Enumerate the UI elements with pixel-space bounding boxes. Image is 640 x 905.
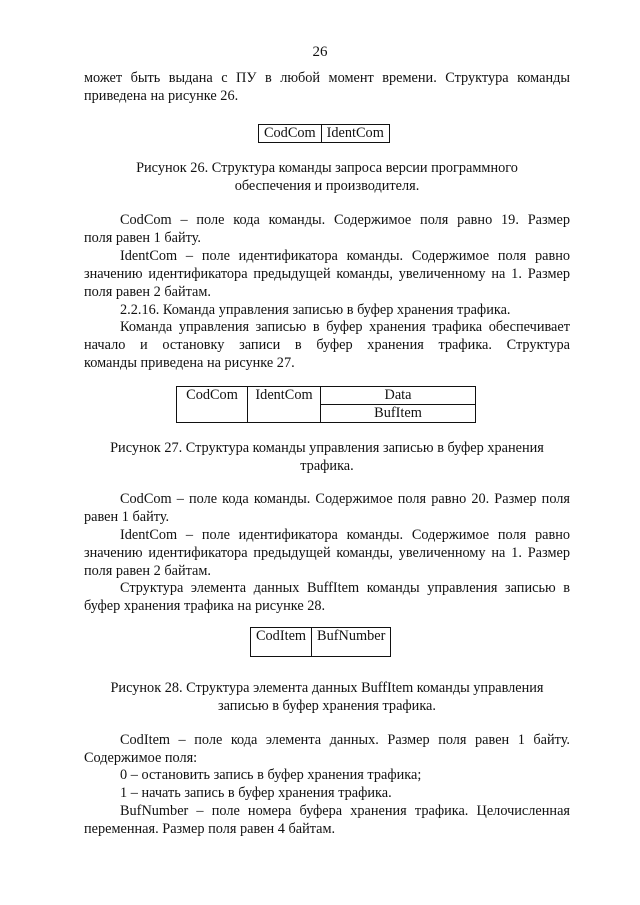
text-line: значению идентификатора предыдущей команды, увеличенному на 1. Размер — [84, 545, 570, 561]
text-line: Структура элемента данных BuffItem команды управления записью в — [120, 580, 570, 596]
list-item: 0 – остановить запись в буфер хранения трафика; — [120, 767, 422, 783]
cell-identcom: IdentCom — [248, 387, 321, 423]
figure-27-structure — [176, 386, 476, 423]
text-line: IdentCom – поле идентификатора команды. Содержимое поля равно — [120, 248, 570, 264]
cell-codcom: CodCom — [177, 387, 248, 423]
text-line: IdentCom – поле идентификатора команды. Содержимое поля равно — [120, 527, 570, 543]
page-number: 26 — [312, 44, 328, 60]
cell-bufnumber: BufNumber — [312, 628, 391, 657]
section-heading: 2.2.16. Команда управления записью в буфер хранения трафика. — [120, 302, 511, 318]
text-line: приведена на рисунке 26. — [84, 88, 239, 104]
text-line: переменная. Размер поля равен 4 байтам. — [84, 821, 336, 837]
figure-caption: обеспечения и производителя. — [234, 178, 420, 194]
text-line: CodItem – поле кода элемента данных. Размер поля равен 1 байту. — [120, 732, 570, 748]
text-line: буфер хранения трафика на рисунке 28. — [84, 598, 326, 614]
cell-identcom: IdentCom — [321, 125, 389, 143]
text-line: CodCom – поле кода команды. Содержимое поля равно 19. Размер — [120, 212, 570, 228]
figure-caption: Рисунок 27. Структура команды управления записью в буфер хранения — [110, 440, 544, 456]
figure-caption: трафика. — [300, 458, 354, 474]
text-line: Содержимое поля: — [84, 750, 198, 766]
cell-bufitem: BufItem — [321, 405, 476, 423]
text-line: начало и остановку записи в буфер хранения трафика. Структура — [84, 337, 570, 353]
figure-caption: Рисунок 26. Структура команды запроса версии программного — [136, 160, 518, 176]
text-line: BufNumber – поле номера буфера хранения трафика. Целочисленная — [120, 803, 570, 819]
cell-data: Data — [321, 387, 476, 405]
figure-caption: записью в буфер хранения трафика. — [218, 698, 436, 714]
text-line: CodCom – поле кода команды. Содержимое поля равно 20. Размер поля — [120, 491, 570, 507]
figure-caption: Рисунок 28. Структура элемента данных BuffItem команды управления — [110, 680, 544, 696]
figure-28-structure — [250, 627, 391, 657]
cell-coditem: CodItem — [251, 628, 312, 657]
text-line: значению идентификатора предыдущей команды, увеличенному на 1. Размер — [84, 266, 570, 282]
text-line: равен 1 байту. — [84, 509, 170, 525]
text-line: поля равен 1 байту. — [84, 230, 201, 246]
list-item: 1 – начать запись в буфер хранения трафика. — [120, 785, 392, 801]
cell-codcom: CodCom — [259, 125, 322, 143]
text-line: поля равен 2 байтам. — [84, 284, 212, 300]
text-line: поля равен 2 байтам. — [84, 563, 212, 579]
text-line: может быть выдана с ПУ в любой момент времени. Структура команды — [84, 70, 570, 86]
figure-26-structure — [258, 124, 390, 143]
text-line: команды приведена на рисунке 27. — [84, 355, 295, 371]
text-line: Команда управления записью в буфер хранения трафика обеспечивает — [120, 319, 570, 335]
